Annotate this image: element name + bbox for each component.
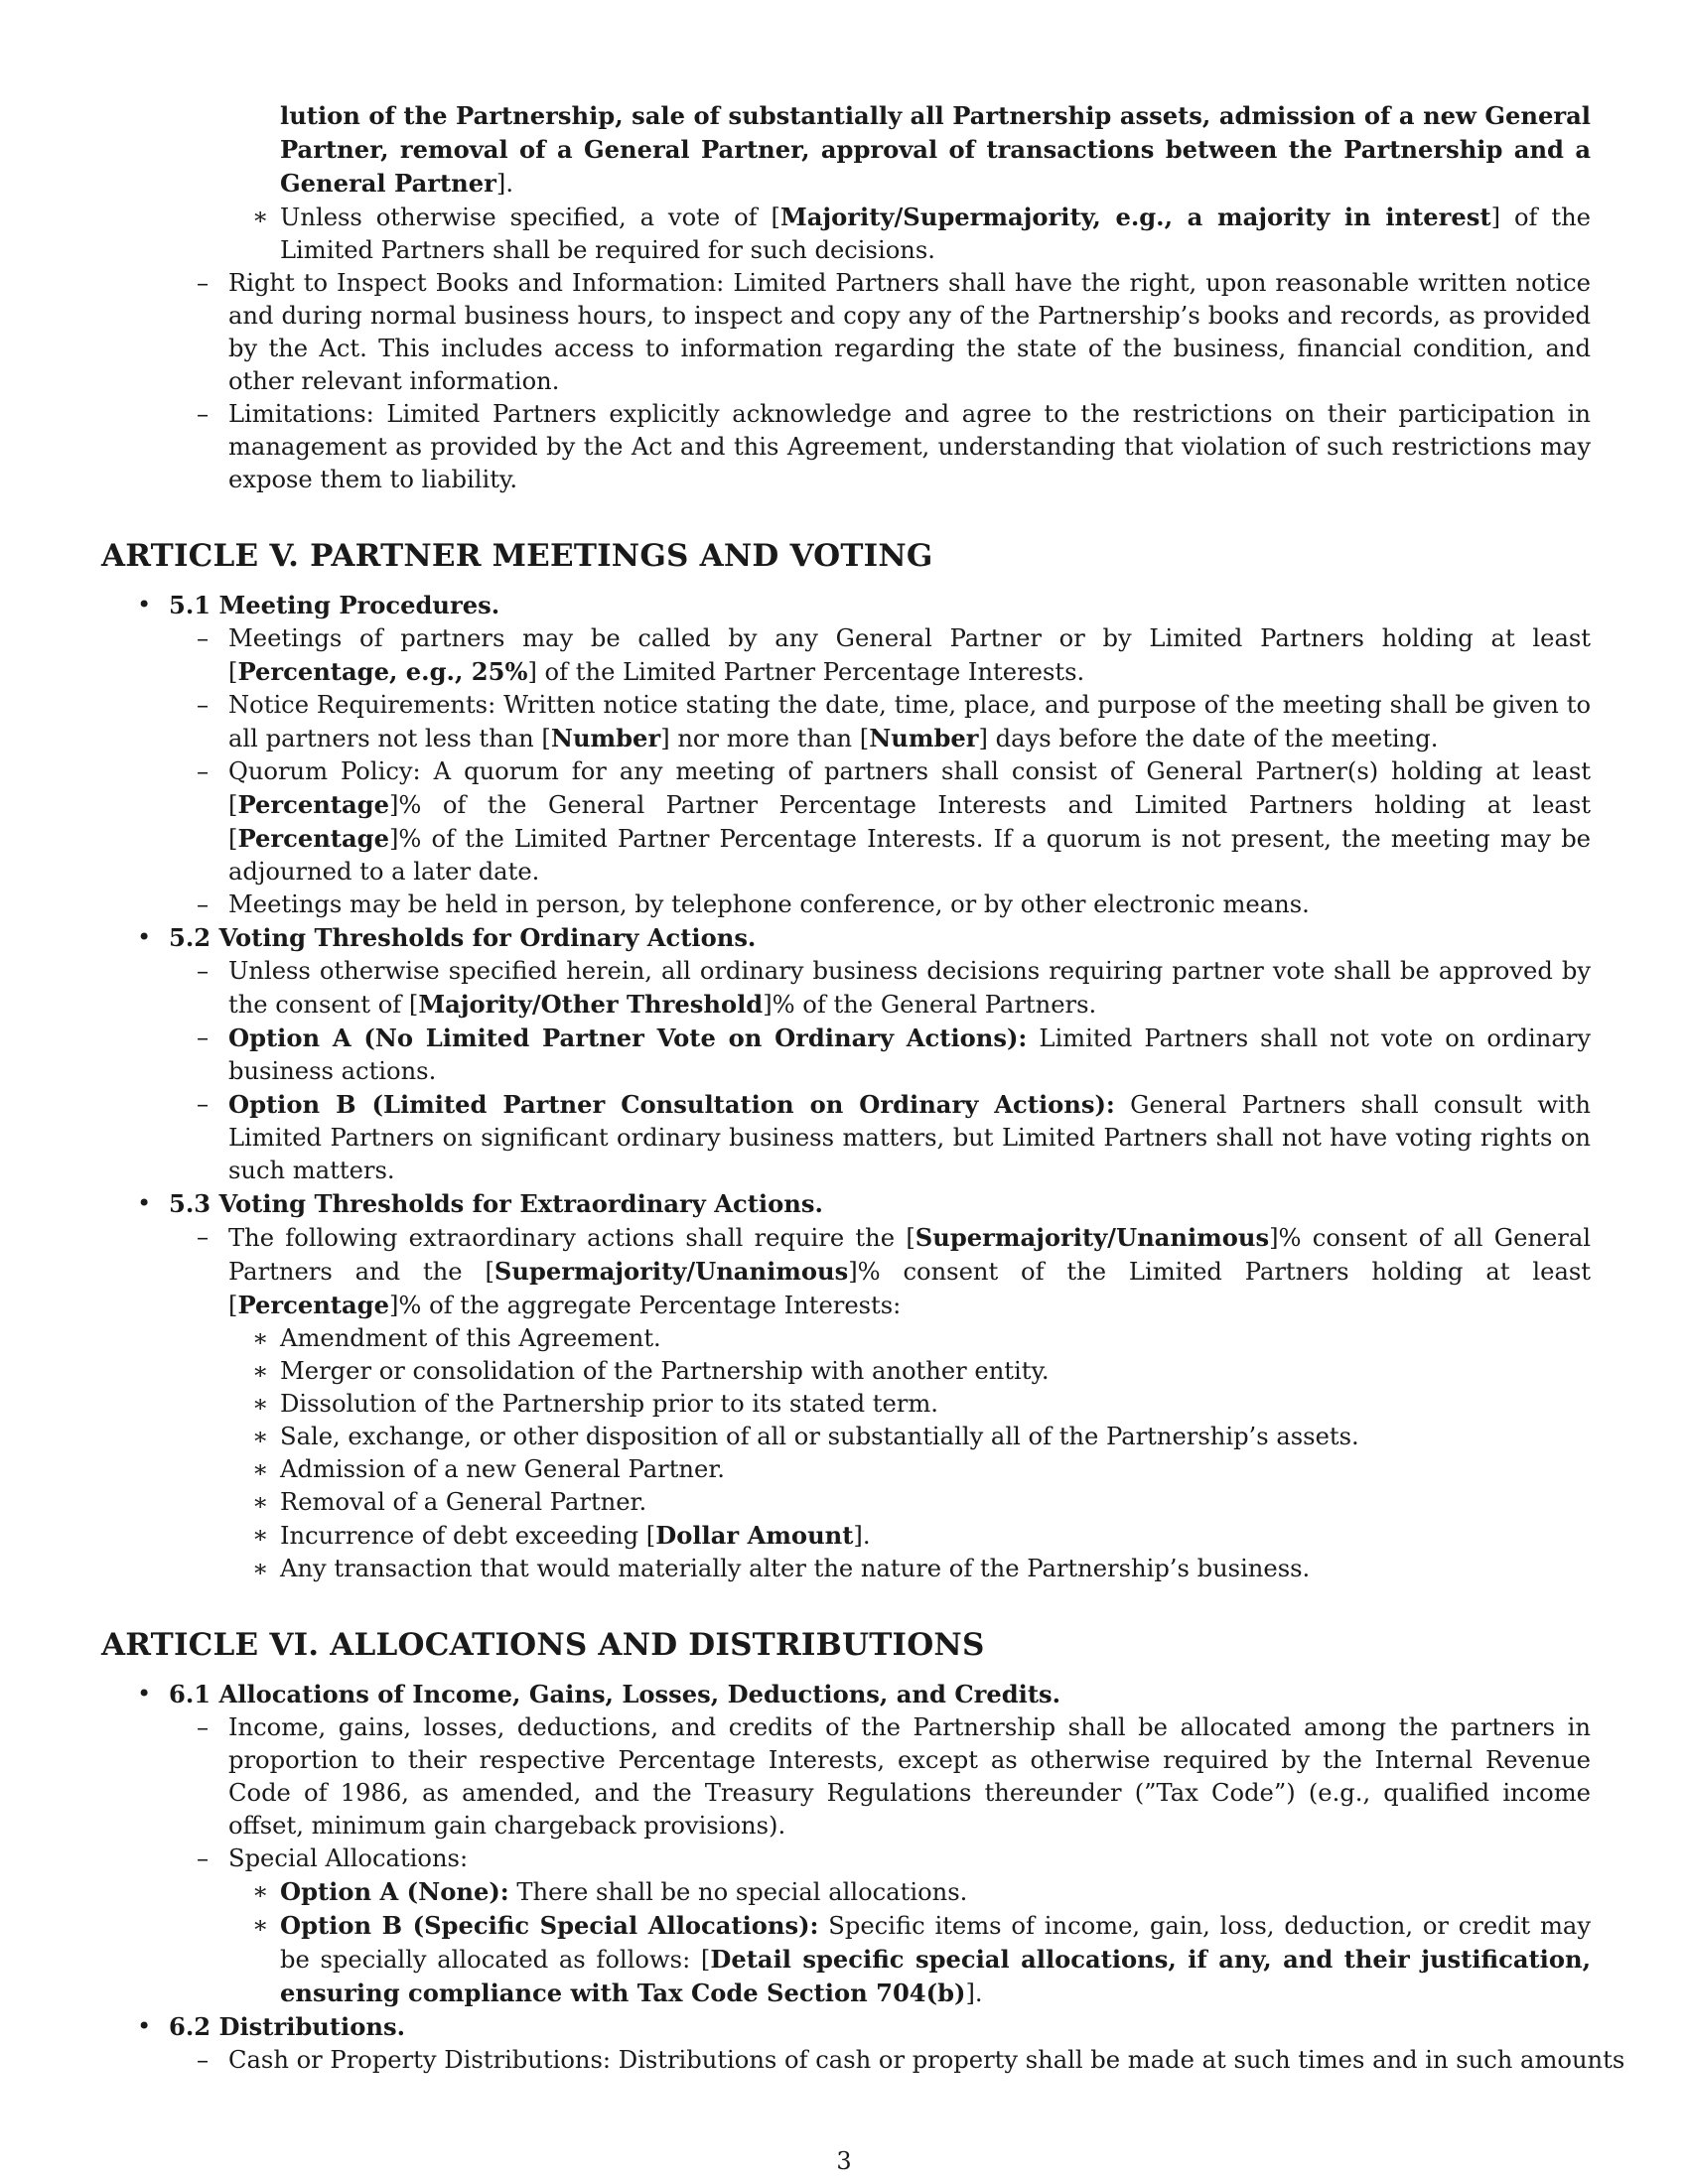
dash-marker: – xyxy=(197,890,210,918)
option-a-item: – Option A (No Limited Partner Vote on Ordinary Actions): Limited Partners shall not vote on ordinary business actions. xyxy=(197,1024,1591,1085)
star-marker: ∗ xyxy=(252,1488,269,1516)
dash-marker: – xyxy=(197,624,210,652)
section-5-1-heading: • 5.1 Meeting Procedures. xyxy=(137,591,500,619)
dash-marker: – xyxy=(197,1090,210,1118)
star-marker: ∗ xyxy=(252,203,269,230)
star-marker: ∗ xyxy=(252,1911,269,1939)
dash-marker: – xyxy=(197,2046,210,2074)
star-marker: ∗ xyxy=(252,1521,269,1549)
section-5-2-heading: • 5.2 Voting Thresholds for Ordinary Actions. xyxy=(137,923,757,952)
bullet-marker: • xyxy=(137,591,152,618)
dash-marker: – xyxy=(197,957,210,985)
dash-marker: – xyxy=(197,1844,210,1872)
article-6-heading: ARTICLE VI. ALLOCATIONS AND DISTRIBUTIONS xyxy=(101,1627,985,1663)
section-6-1-heading: • 6.1 Allocations of Income, Gains, Losses, Deductions, and Credits. xyxy=(137,1680,1061,1708)
quorum-policy-item: – Quorum Policy: A quorum for any meeting of partners shall consist of General Partner(s) holding at least [Percentage]% of the General Partner Percentage Interests and Limited Partners holding at least [Percentage]% of the Limited Partner Percentage Interests. If a quorum is not present, the meeting may be adjourned to a later date. xyxy=(197,757,1591,886)
dash-marker: – xyxy=(197,757,210,785)
star-marker: ∗ xyxy=(252,1357,269,1385)
dash-marker: – xyxy=(197,1024,210,1051)
list-item: ∗ Incurrence of debt exceeding [Dollar Amount]. xyxy=(252,1521,871,1550)
list-item: ∗ Removal of a General Partner. xyxy=(101,1486,1591,1519)
bullet-marker: • xyxy=(137,1189,152,1217)
page-number: 3 xyxy=(836,2147,852,2175)
dash-marker: – xyxy=(197,400,210,428)
extraordinary-actions-item: – The following extraordinary actions shall require the [Supermajority/Unanimous]% consent of all General Partners and the [Supermajority/Unanimous]% consent of the Limited Partners holding at least [Percentage]% of the aggregate Percentage Interests: xyxy=(197,1223,1592,1319)
dash-marker: – xyxy=(197,691,210,719)
article-5-heading: ARTICLE V. PARTNER MEETINGS AND VOTING xyxy=(101,538,933,574)
bullet-marker: • xyxy=(137,923,152,951)
section-6-2-heading: • 6.2 Distributions. xyxy=(137,2012,406,2041)
ordinary-decisions-item: – Unless otherwise specified herein, all ordinary business decisions requiring partner vote shall be approved by the consent of [Majority/Other Threshold]% of the General Partners. xyxy=(197,957,1591,1019)
dash-marker: – xyxy=(197,1223,210,1251)
special-option-b-item: ∗ Option B (Specific Special Allocations): Specific items of income, gain, loss, deduction, or credit may be specially allocated as follows: [Detail specific special allocations, if any, and their justification, ensuring compliance with Tax Code Section 704(b)]. xyxy=(252,1911,1591,2007)
section-5-3-heading: • 5.3 Voting Thresholds for Extraordinary Actions. xyxy=(137,1189,823,1218)
list-item: ∗ Amendment of this Agreement. xyxy=(101,1322,1591,1355)
document-page xyxy=(101,99,1625,2077)
list-item: ∗ Any transaction that would materially alter the nature of the Partnership’s business. xyxy=(101,1553,1591,1585)
limitations-item: – Limitations: Limited Partners explicitly acknowledge and agree to the restrictions on their participation in management as provided by the Act and this Agreement, understanding that violation of such restrictions may expose them to liability. xyxy=(197,400,1591,493)
bullet-marker: • xyxy=(137,1680,152,1707)
star-marker: ∗ xyxy=(252,1390,269,1418)
meeting-call-item: – Meetings of partners may be called by any General Partner or by Limited Partners holding at least [Percentage, e.g., 25%] of the Limited Partner Percentage Interests. xyxy=(197,624,1591,686)
dash-marker: – xyxy=(197,269,210,297)
notice-requirements-item: – Notice Requirements: Written notice stating the date, time, place, and purpose of the meeting shall be given to all partners not less than [Number] nor more than [Number] days before the date of the meeting. xyxy=(197,691,1591,752)
vote-requirement-item: ∗ Unless otherwise specified, a vote of [Majority/Supermajority, e.g., a majority in interest] of the Limited Partners shall be required for such decisions. xyxy=(252,203,1591,264)
star-marker: ∗ xyxy=(252,1324,269,1352)
list-item: ∗ Merger or consolidation of the Partnership with another entity. xyxy=(101,1355,1591,1388)
star-marker: ∗ xyxy=(252,1423,269,1450)
star-marker: ∗ xyxy=(252,1455,269,1483)
dash-marker: – xyxy=(197,1713,210,1741)
continued-decision-list: lution of the Partnership, sale of substantially all Partnership assets, admission of a new General Partner, removal of a General Partner, approval of transactions between the Partnership and a General Partner]. xyxy=(280,101,1591,198)
bullet-marker: • xyxy=(137,2012,152,2040)
income-allocation-item: – Income, gains, losses, deductions, and credits of the Partnership shall be allocated among the partners in proportion to their respective Percentage Interests, except as otherwise required by the Internal Revenue Code of 1986, as amended, and the Treasury Regulations thereunder (”Tax Code”) (e.g., qualified income offset, minimum gain chargeback provisions). xyxy=(197,1713,1591,1840)
star-marker: ∗ xyxy=(252,1555,269,1582)
list-item: ∗ Sale, exchange, or other disposition of all or substantially all of the Partnership’s assets. xyxy=(101,1421,1591,1453)
option-b-item: – Option B (Limited Partner Consultation on Ordinary Actions): General Partners shall consult with Limited Partners on significant ordinary business matters, but Limited Partners shall not have voting rights on such matters. xyxy=(197,1090,1591,1184)
special-option-a-item: ∗ Option A (None): There shall be no special allocations. xyxy=(252,1877,968,1906)
list-item: ∗ Admission of a new General Partner. xyxy=(101,1453,1591,1486)
cash-distributions-item: – Cash or Property Distributions: Distributions of cash or property shall be made at such times and in such amounts xyxy=(101,2044,1591,2077)
special-allocations-item: – Special Allocations: xyxy=(101,1843,1591,1875)
list-item: ∗ Dissolution of the Partnership prior to its stated term. xyxy=(101,1388,1591,1421)
star-marker: ∗ xyxy=(252,1877,269,1905)
electronic-meetings-item: – Meetings may be held in person, by telephone conference, or by other electronic means. xyxy=(101,888,1591,921)
inspect-books-item: – Right to Inspect Books and Information: Limited Partners shall have the right, upon reasonable written notice and during normal business hours, to inspect and copy any of the Partnership’s books and records, as provided by the Act. This includes access to information regarding the state of the business, financial condition, and other relevant information. xyxy=(197,269,1591,395)
